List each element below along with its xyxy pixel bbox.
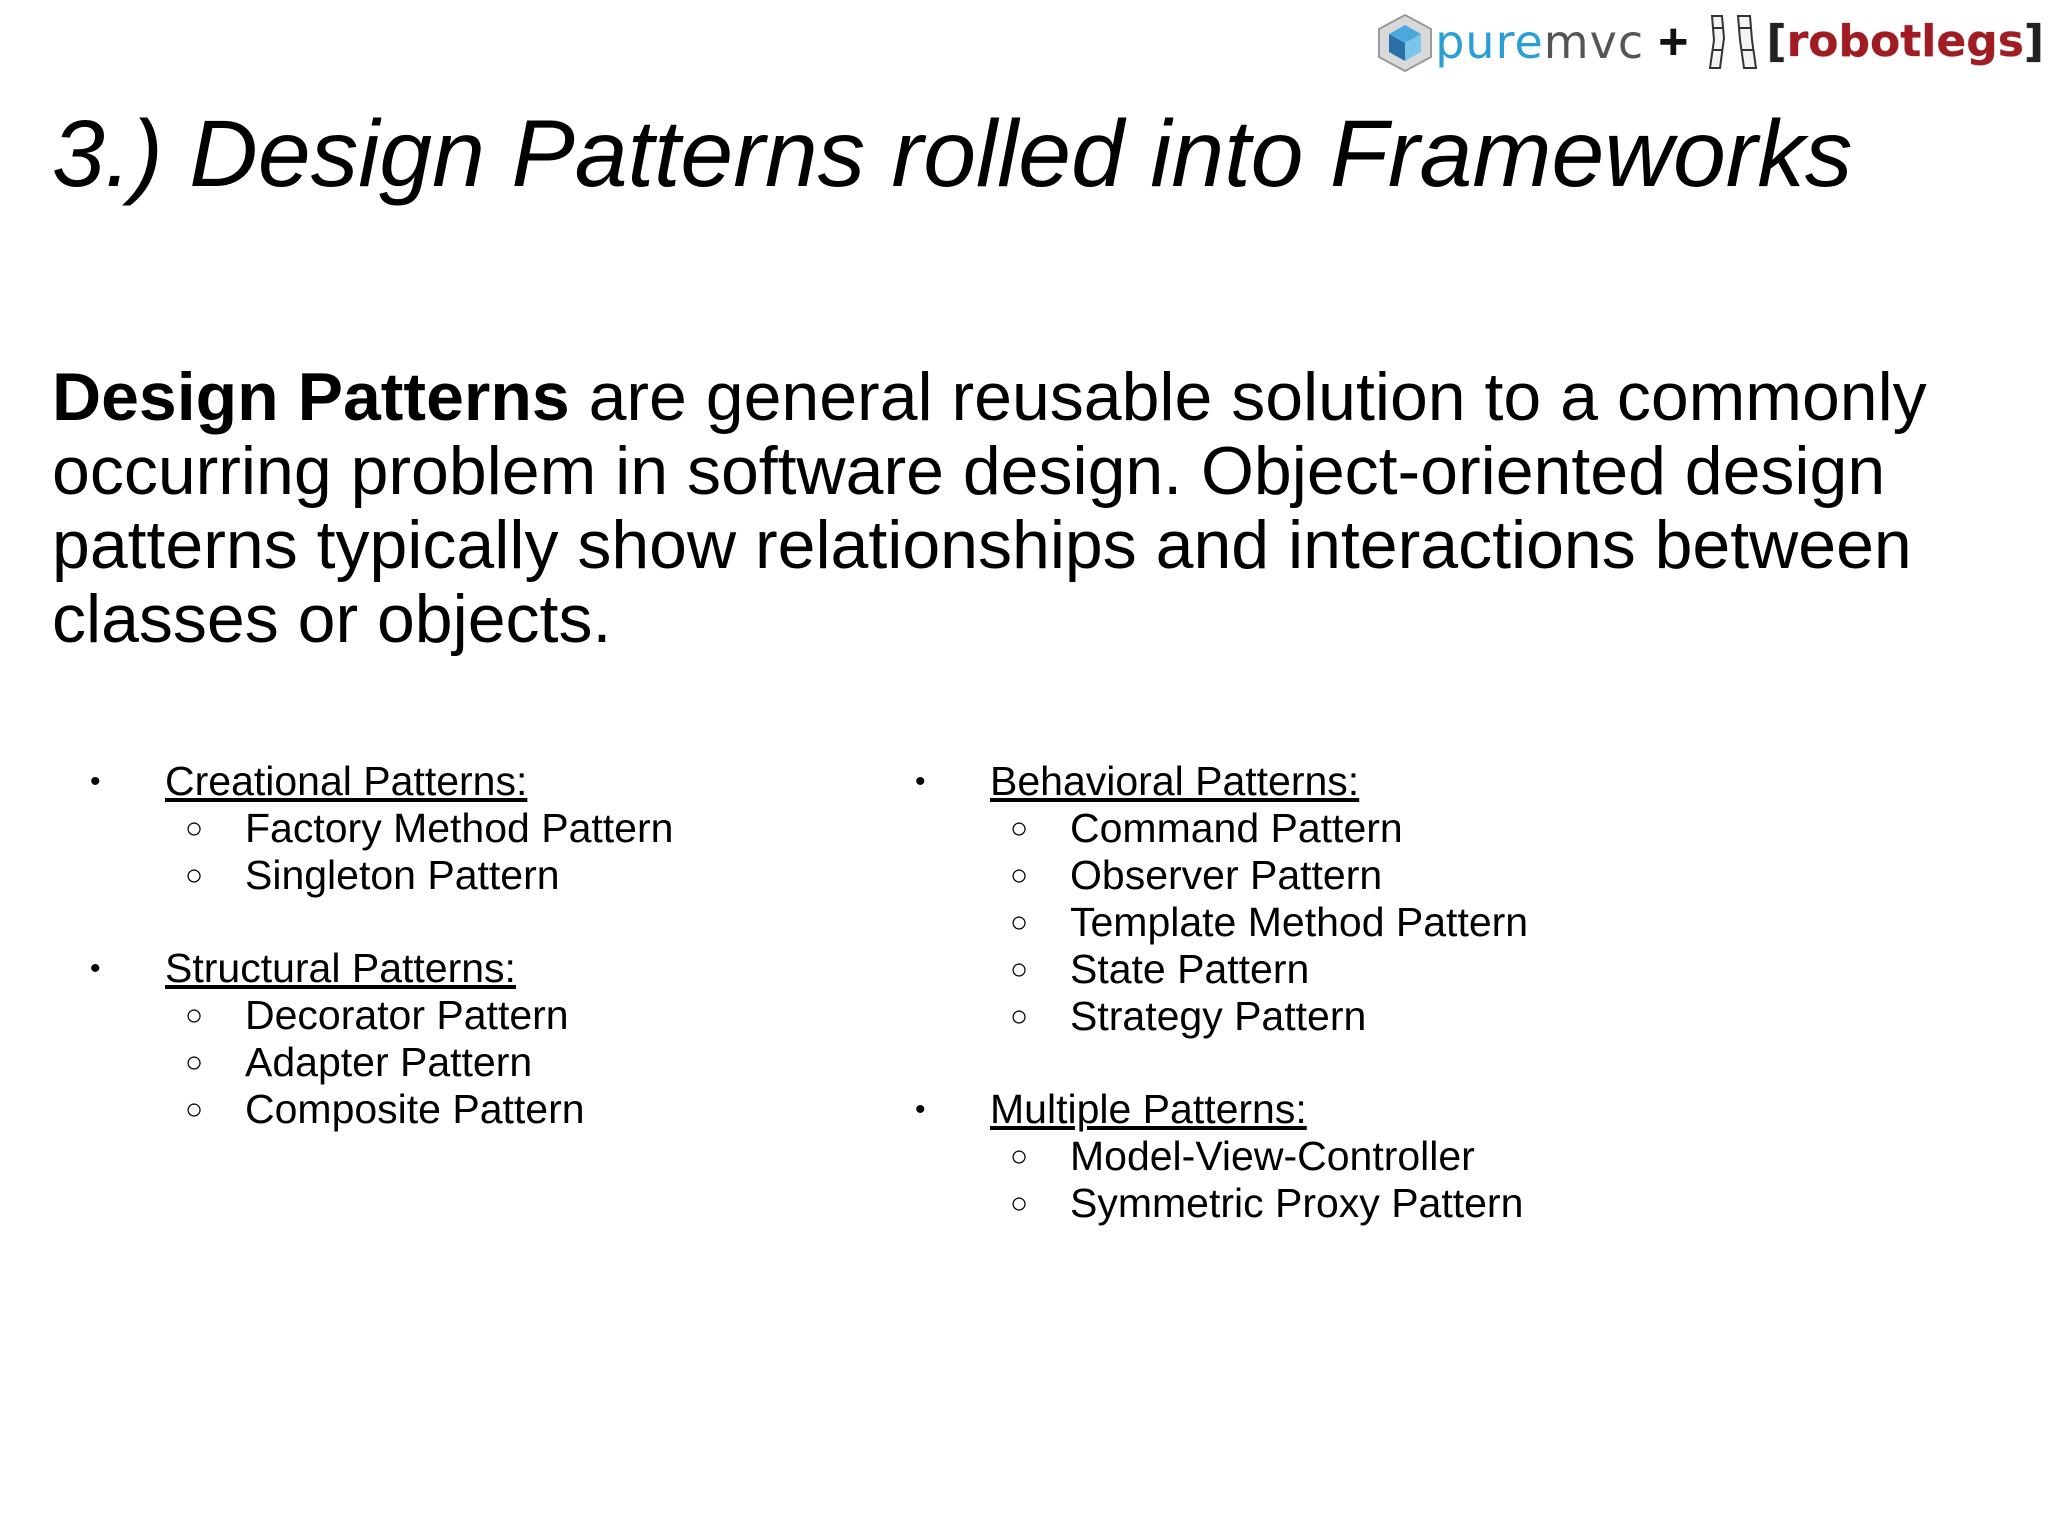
circle-bullet-icon: ○ <box>185 859 204 892</box>
group-header <box>90 945 673 992</box>
pattern-item-label: State Pattern <box>1070 946 1310 992</box>
logo-plus-sign: + <box>1658 13 1689 71</box>
definition-text: are general reusable solution to a commonly occurring problem in software design. Object-oriented design patterns typically show relationships and interactions between classes or objects. <box>52 359 1927 657</box>
pattern-item <box>90 852 673 899</box>
pattern-item <box>915 805 1528 852</box>
bullet-icon: • <box>90 952 101 985</box>
pattern-item <box>915 852 1528 899</box>
pattern-item-label: Symmetric Proxy Pattern <box>1070 1180 1524 1226</box>
pattern-column-left <box>90 758 673 1179</box>
circle-bullet-icon: ○ <box>185 999 204 1032</box>
circle-bullet-icon: ○ <box>1010 859 1029 892</box>
pattern-item <box>90 1039 673 1086</box>
bullet-icon: • <box>915 1093 926 1126</box>
pattern-group-structural <box>90 945 673 1133</box>
robotlegs-legs-icon <box>1702 10 1766 74</box>
pattern-item <box>90 992 673 1039</box>
circle-bullet-icon: ○ <box>185 1093 204 1126</box>
pattern-item <box>915 946 1528 993</box>
pattern-item-label: Factory Method Pattern <box>245 805 674 851</box>
pattern-item <box>90 805 673 852</box>
pattern-item <box>915 1133 1528 1180</box>
pattern-item-label: Strategy Pattern <box>1070 993 1367 1039</box>
pattern-item-label: Composite Pattern <box>245 1086 585 1132</box>
pattern-item <box>915 899 1528 946</box>
pattern-column-right <box>915 758 1528 1273</box>
circle-bullet-icon: ○ <box>1010 906 1029 939</box>
group-title: Structural Patterns: <box>165 945 516 991</box>
robotlegs-logo <box>1702 10 2044 74</box>
framework-logos <box>1375 6 2044 78</box>
bullet-icon: • <box>90 765 101 798</box>
robotlegs-logo-text: robotlegs <box>1786 16 2024 67</box>
puremvc-cube-icon <box>1375 11 1435 73</box>
definition-paragraph <box>52 360 2032 656</box>
puremvc-logo-mvc: mvc <box>1543 15 1645 69</box>
circle-bullet-icon: ○ <box>1010 1187 1029 1220</box>
group-header <box>915 1086 1528 1133</box>
slide-title: 3.) Design Patterns rolled into Frameworks <box>52 101 1853 207</box>
pattern-group-behavioral <box>915 758 1528 1040</box>
pattern-group-creational <box>90 758 673 899</box>
circle-bullet-icon: ○ <box>185 812 204 845</box>
circle-bullet-icon: ○ <box>1010 812 1029 845</box>
robotlegs-bracket-close: ] <box>2023 16 2044 67</box>
circle-bullet-icon: ○ <box>1010 953 1029 986</box>
pattern-item <box>915 1180 1528 1227</box>
pattern-item-label: Observer Pattern <box>1070 852 1383 898</box>
pattern-item-label: Template Method Pattern <box>1070 899 1529 945</box>
bullet-icon: • <box>915 765 926 798</box>
pattern-item <box>90 1086 673 1133</box>
pattern-item-label: Singleton Pattern <box>245 852 560 898</box>
group-header <box>915 758 1528 805</box>
pattern-item-label: Adapter Pattern <box>245 1039 533 1085</box>
definition-term: Design Patterns <box>52 359 570 435</box>
pattern-item-label: Model-View-Controller <box>1070 1133 1475 1179</box>
group-title: Behavioral Patterns: <box>990 758 1360 804</box>
group-title: Creational Patterns: <box>165 758 528 804</box>
pattern-group-multiple <box>915 1086 1528 1227</box>
pattern-item-label: Command Pattern <box>1070 805 1403 851</box>
robotlegs-bracket-open: [ <box>1766 16 1787 67</box>
circle-bullet-icon: ○ <box>185 1046 204 1079</box>
circle-bullet-icon: ○ <box>1010 1140 1029 1173</box>
circle-bullet-icon: ○ <box>1010 1000 1029 1033</box>
group-title: Multiple Patterns: <box>990 1086 1307 1132</box>
group-header <box>90 758 673 805</box>
pattern-item-label: Decorator Pattern <box>245 992 569 1038</box>
puremvc-logo <box>1375 11 1644 73</box>
pattern-item <box>915 993 1528 1040</box>
puremvc-logo-pure: pure <box>1435 15 1544 69</box>
